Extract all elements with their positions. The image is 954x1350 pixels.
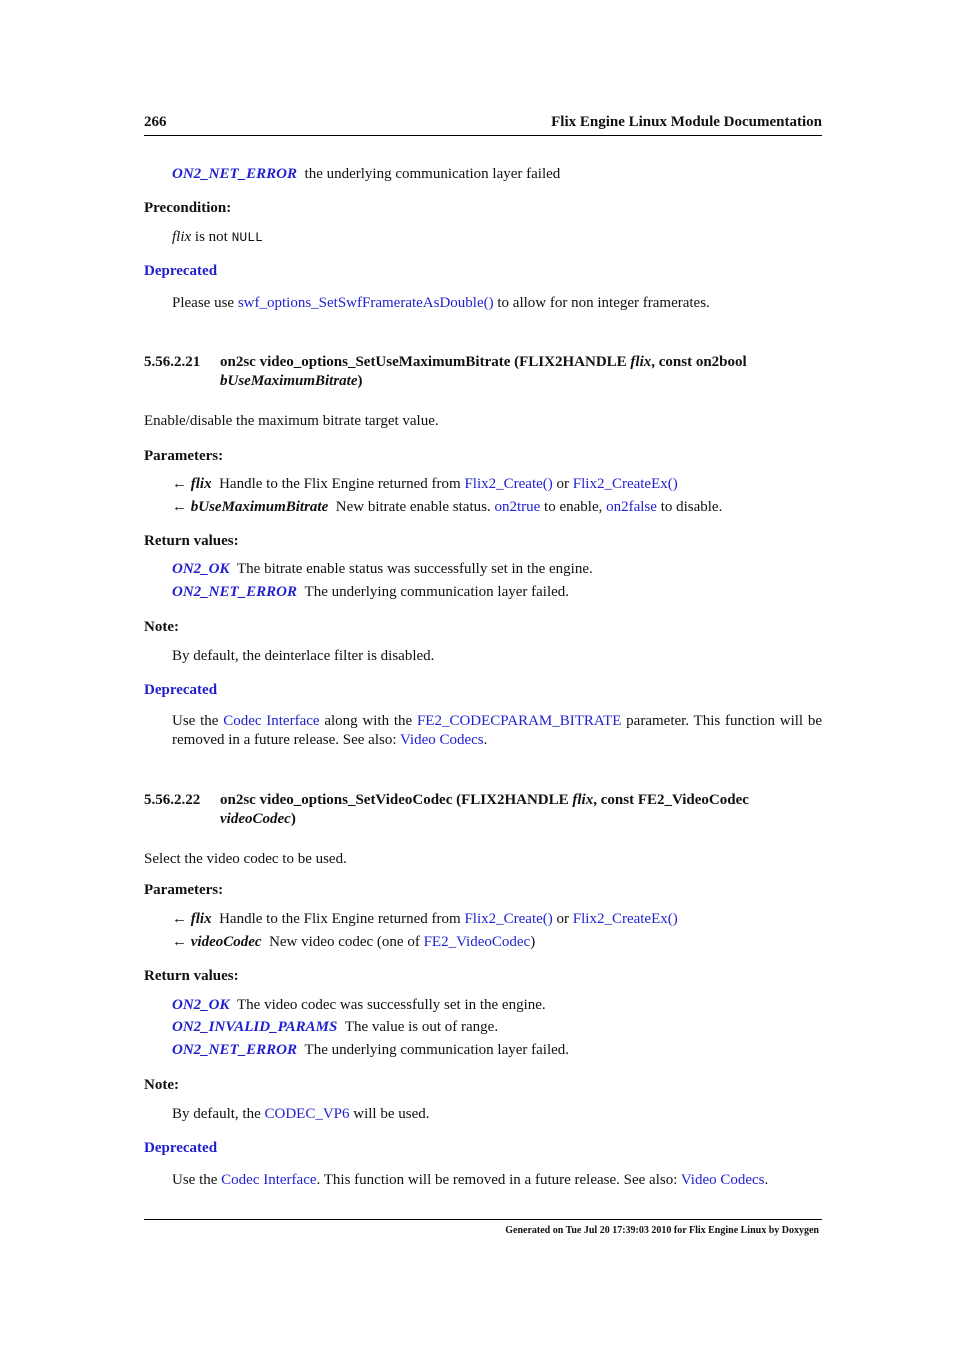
note-label-22: Note:: [144, 1077, 179, 1093]
precondition-text: flix is not NULL: [172, 229, 263, 245]
return-label-22: Return values:: [144, 968, 239, 984]
section-number-21: 5.56.2.21: [144, 354, 201, 370]
retval-row: [172, 164, 560, 184]
retval-row-22-net: ON2_NET_ERROR The underlying communication layer failed.: [172, 1042, 570, 1058]
arrow-left-icon: ←: [172, 499, 187, 515]
section-signature-22-line1: on2sc video_options_SetVideoCodec (FLIX2HANDLE flix, const FE2_VideoCodec: [220, 792, 749, 808]
codec-vp6-link[interactable]: CODEC_VP6: [264, 1106, 350, 1122]
on2-invalid-params-link[interactable]: ON2_INVALID_PARAMS: [172, 1019, 338, 1035]
parameters-label-21: Parameters:: [144, 448, 224, 464]
retval-link-net-error[interactable]: ON2_NET_ERROR: [172, 166, 298, 182]
parameters-label-22: Parameters:: [144, 882, 224, 898]
param-row-21-buse: ← bUseMaximumBitrate New bitrate enable status. on2true to enable, on2false to disable.: [172, 499, 723, 515]
note-label-21: Note:: [144, 619, 179, 635]
precondition-label: Precondition:: [144, 200, 232, 216]
arrow-left-icon: ←: [172, 934, 187, 950]
codec-interface-link[interactable]: Codec Interface: [221, 1172, 317, 1188]
deprecated-link-21[interactable]: Deprecated: [144, 682, 218, 698]
fe2-videocodec-link[interactable]: FE2_VideoCodec: [423, 934, 531, 950]
deprecated-text-22: Use the Codec Interface. This function will be removed in a future release. See also: Video Codecs.: [172, 1172, 769, 1188]
deprecated-link-22[interactable]: Deprecated: [144, 1140, 218, 1156]
flix2-createex-link[interactable]: Flix2_CreateEx(): [572, 476, 678, 492]
footer-text: Generated on Tue Jul 20 17:39:03 2010 for Flix Engine Linux by Doxygen: [505, 1225, 819, 1236]
video-codecs-link[interactable]: Video Codecs: [399, 732, 484, 748]
retval-row-21-ok: ON2_OK The bitrate enable status was successfully set in the engine.: [172, 561, 593, 577]
on2-net-error-link[interactable]: ON2_NET_ERROR: [172, 1042, 298, 1058]
param-row-22-codec: ← videoCodec New video codec (one of FE2_VideoCodec): [172, 934, 536, 950]
arrow-left-icon: ←: [172, 911, 187, 927]
header-rule: [144, 135, 822, 136]
doc-title: Flix Engine Linux Module Documentation: [551, 114, 822, 130]
section-signature-22-line2: videoCodec): [220, 811, 296, 827]
on2-ok-link[interactable]: ON2_OK: [172, 561, 230, 577]
retval-row-22-invalid: ON2_INVALID_PARAMS The value is out of range.: [172, 1019, 499, 1035]
section-heading-22: [0, 791, 954, 831]
on2true-link[interactable]: on2true: [494, 499, 541, 515]
on2false-link[interactable]: on2false: [606, 499, 657, 515]
return-label-21: Return values:: [144, 533, 239, 549]
section-number-22: 5.56.2.22: [144, 792, 201, 808]
note-text-22: By default, the CODEC_VP6 will be used.: [172, 1106, 430, 1122]
retval-desc: the underlying communication layer failed: [304, 166, 561, 182]
deprecated-link-top[interactable]: Deprecated: [144, 263, 218, 279]
on2-ok-link[interactable]: ON2_OK: [172, 997, 230, 1013]
page-number: 266: [144, 114, 167, 130]
deprecated-text-21: Use the Codec Interface along with the FE2_CODECPARAM_BITRATE parameter. This function will be removed in a future release. See also: Video Codecs.: [172, 713, 822, 748]
section-heading-21: [0, 353, 954, 393]
param-row-21-flix: ← flix Handle to the Flix Engine returned from Flix2_Create() or Flix2_CreateEx(): [172, 476, 678, 492]
footer-rule: [144, 1219, 822, 1220]
retval-row-22-ok: ON2_OK The video codec was successfully set in the engine.: [172, 997, 546, 1013]
swf-framerate-link[interactable]: swf_options_SetSwfFramerateAsDouble(): [237, 295, 494, 311]
codec-interface-link[interactable]: Codec Interface: [223, 713, 320, 729]
flix2-createex-link[interactable]: Flix2_CreateEx(): [572, 911, 678, 927]
flix2-create-link[interactable]: Flix2_Create(): [464, 911, 553, 927]
section-signature-21-line1: on2sc video_options_SetUseMaximumBitrate (FLIX2HANDLE flix, const on2bool: [220, 354, 747, 370]
deprecated-text-top: Please use swf_options_SetSwfFramerateAsDouble() to allow for non integer framerates.: [172, 295, 710, 311]
arrow-left-icon: ←: [172, 476, 187, 492]
description-21: Enable/disable the maximum bitrate target value.: [144, 413, 439, 429]
on2-net-error-link[interactable]: ON2_NET_ERROR: [172, 584, 298, 600]
description-22: Select the video codec to be used.: [144, 851, 347, 867]
flix2-create-link[interactable]: Flix2_Create(): [464, 476, 553, 492]
fe2-codecparam-bitrate-link[interactable]: FE2_CODECPARAM_BITRATE: [416, 713, 622, 729]
section-signature-21-line2: bUseMaximumBitrate): [220, 373, 363, 389]
param-row-22-flix: ← flix Handle to the Flix Engine returned from Flix2_Create() or Flix2_CreateEx(): [172, 911, 678, 927]
retval-row-21-net: ON2_NET_ERROR The underlying communication layer failed.: [172, 584, 570, 600]
note-text-21: By default, the deinterlace filter is disabled.: [172, 648, 435, 664]
video-codecs-link[interactable]: Video Codecs: [680, 1172, 765, 1188]
